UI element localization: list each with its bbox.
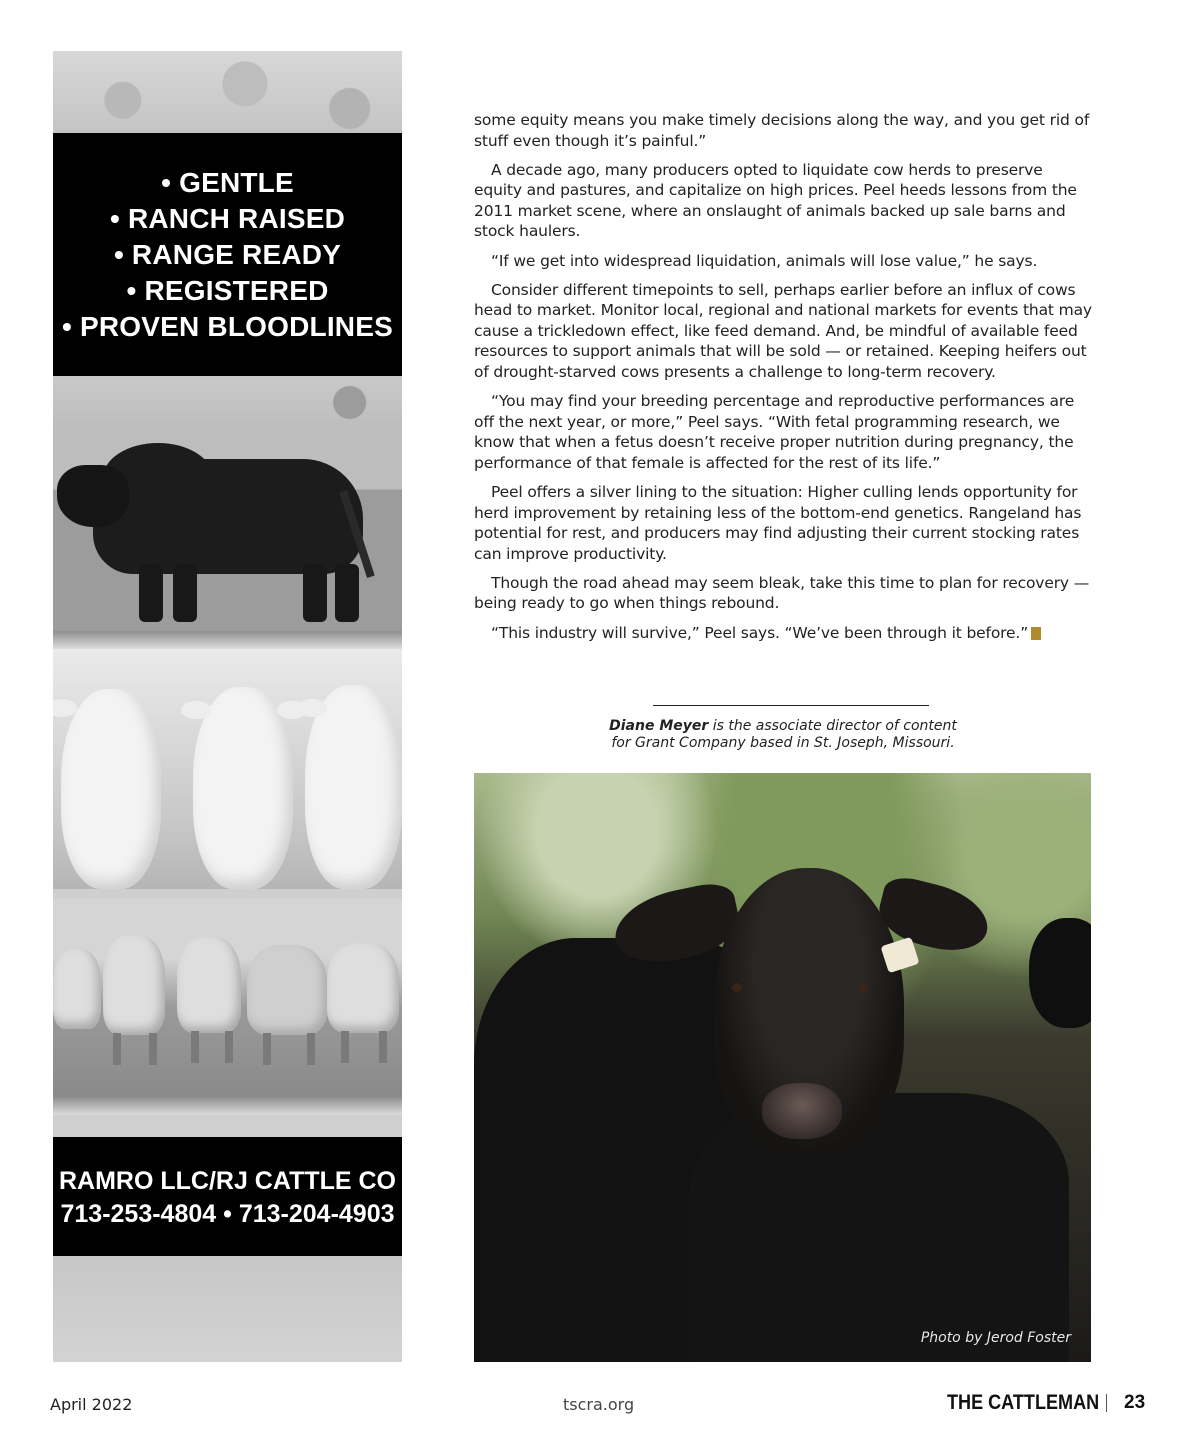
ad-bull-photo [53, 429, 402, 631]
ad-tree-strip [53, 376, 402, 429]
end-mark-icon: C [1031, 627, 1041, 640]
ad-feature: • REGISTERED [126, 275, 329, 306]
article-paragraph: Though the road ahead may seem bleak, take this time to plan for recovery — being ready to go when things rebound. [474, 573, 1090, 613]
magazine-title: THE CATTLEMAN [947, 1391, 1100, 1414]
bio-divider [653, 705, 929, 706]
ad-herd-photo [53, 899, 402, 1097]
article-paragraph-last [474, 623, 1092, 644]
website-url: tscra.org [563, 1395, 635, 1414]
author-bio [574, 718, 992, 752]
article-paragraph: some equity means you make timely decisions along the way, and you get rid of stuff even though it’s painful.” [474, 111, 1090, 150]
page-number: 23 [1124, 1392, 1146, 1413]
ad-features-box [53, 133, 402, 376]
ad-divider [53, 631, 402, 649]
black-cow-photo [474, 773, 1091, 1362]
cattle-advertisement [53, 51, 402, 1362]
article-paragraph: “You may find your breeding percentage and reproductive performances are off the next year, or more,” Peel says. “With fetal programming research, we know that when a fetus doesn’t receive proper nutrition during pregnancy, the performance of that female is affected for the rest of its life.” [474, 392, 1075, 472]
author-name: Diane Meyer [609, 718, 709, 734]
article-body [474, 110, 1092, 652]
ad-divider [53, 1097, 402, 1115]
ad-feature: • PROVEN BLOODLINES [62, 311, 393, 342]
ad-phone-numbers: 713-253-4804 • 713-204-4903 [60, 1200, 395, 1228]
ad-bottom-photo [53, 1256, 402, 1362]
author-bio-line: is the associate director of content [708, 718, 957, 734]
ad-white-cows-photo [53, 649, 402, 889]
ad-tree-photo [53, 51, 402, 133]
article-paragraph: A decade ago, many producers opted to liquidate cow herds to preserve equity and pastures, and capitalize on high prices. Peel heeds lessons from the 2011 market scene, where an onslaught of animals backed up sale barns and stock haulers. [474, 160, 1077, 241]
ad-company-name: RAMRO LLC/RJ CATTLE CO [58, 1167, 396, 1195]
photo-credit: Photo by Jerod Foster [920, 1330, 1071, 1346]
article-paragraph: Consider different timepoints to sell, perhaps earlier before an influx of cows head to market. Monitor local, regional and national markets for events that may cause a trickledown effect, like feed demand. And, be mindful of available feed resources to support animals that will be sold — or retained. Keeping heifers out of drought-starved cows presents a challenge to long-term recovery. [474, 280, 1092, 382]
ad-feature: • GENTLE [161, 167, 294, 198]
ad-contact-box [53, 1137, 402, 1256]
footer-separator [1106, 1394, 1107, 1412]
ad-feature: • RANCH RAISED [109, 203, 346, 234]
article-paragraph: Peel offers a silver lining to the situation: Higher culling lends opportunity for herd improvement by retaining less of the bottom-end genetics. Rangeland has potential for rest, and producers may find adjusting their current stocking rates can improve productivity. [474, 483, 1082, 563]
issue-date: April 2022 [50, 1395, 133, 1414]
author-bio-line: for Grant Company based in St. Joseph, Missouri. [611, 735, 955, 751]
article-paragraph: “If we get into widespread liquidation, animals will lose value,” he says. [491, 251, 1038, 270]
article-paragraph: “This industry will survive,” Peel says. “We’ve been through it before.” [491, 623, 1029, 642]
ad-feature: • RANGE READY [113, 239, 342, 270]
